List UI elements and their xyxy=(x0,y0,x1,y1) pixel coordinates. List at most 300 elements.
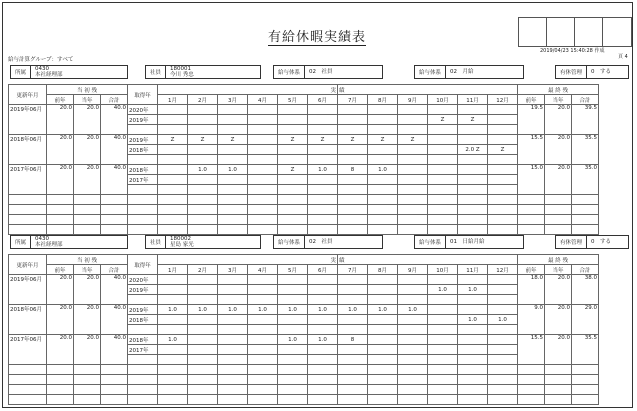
employee-box xyxy=(145,65,261,79)
month-cell xyxy=(278,105,308,115)
month-cell xyxy=(248,275,278,285)
renew-cell: 2019年06月 xyxy=(9,105,47,135)
month-cell xyxy=(488,325,518,335)
pay-type-value: 02 社員 xyxy=(309,239,333,245)
month-cell xyxy=(278,155,308,165)
rem-curr-header: 当年 xyxy=(545,265,572,275)
month-cell xyxy=(218,185,248,195)
month-cell xyxy=(248,145,278,155)
leave-record-table xyxy=(8,84,599,235)
month-cell xyxy=(338,295,368,305)
month-cell xyxy=(428,315,458,325)
month-cell xyxy=(188,335,218,345)
month-cell xyxy=(218,155,248,165)
month-cell xyxy=(158,345,188,355)
month-cell: Z xyxy=(398,135,428,145)
employee-info-bar xyxy=(0,235,637,255)
month-cell xyxy=(338,315,368,325)
month-cell: Z xyxy=(278,165,308,175)
month-cell xyxy=(308,275,338,285)
grant-curr-cell: 20.0 xyxy=(74,305,101,335)
month-header: 5月 xyxy=(278,265,308,275)
month-cell xyxy=(368,275,398,285)
remain-curr-cell: 20.0 xyxy=(545,135,572,165)
year-cell xyxy=(128,325,158,335)
month-cell xyxy=(158,295,188,305)
grant-total-cell: 40.0 xyxy=(101,105,128,135)
month-cell xyxy=(218,295,248,305)
prev-header: 前年 xyxy=(47,95,74,105)
month-cell: 2.0 Z xyxy=(458,145,488,155)
month-cell: 1.0 xyxy=(188,165,218,175)
leave-record-table xyxy=(8,254,599,405)
empty-row xyxy=(9,215,599,225)
month-cell: 1.0 xyxy=(368,305,398,315)
empty-row xyxy=(9,205,599,215)
grant-prev-cell: 20.0 xyxy=(47,335,74,365)
month-cell xyxy=(428,325,458,335)
leave-mgmt-box xyxy=(555,65,629,79)
year-cell: 2019年 xyxy=(128,305,158,315)
month-cell xyxy=(278,355,308,365)
remain-header: 最 終 残 xyxy=(518,255,599,265)
month-header: 9月 xyxy=(398,95,428,105)
remain-curr-cell: 20.0 xyxy=(545,105,572,135)
table-header-row xyxy=(9,255,599,265)
month-cell: 8 xyxy=(338,165,368,175)
month-header: 6月 xyxy=(308,95,338,105)
empty-row xyxy=(9,365,599,375)
month-cell xyxy=(488,185,518,195)
month-cell xyxy=(368,105,398,115)
month-cell: Z xyxy=(428,115,458,125)
year-cell xyxy=(128,125,158,135)
month-cell xyxy=(458,355,488,365)
remain-curr-cell: 20.0 xyxy=(545,335,572,365)
month-cell xyxy=(428,345,458,355)
month-cell xyxy=(218,335,248,345)
empty-row xyxy=(9,195,599,205)
year-cell: 2017年 xyxy=(128,175,158,185)
month-cell xyxy=(338,105,368,115)
month-header: 10月 xyxy=(428,265,458,275)
stamp-box xyxy=(603,18,631,46)
month-cell xyxy=(368,115,398,125)
month-cell xyxy=(278,185,308,195)
month-cell: 1.0 xyxy=(428,285,458,295)
month-cell xyxy=(458,335,488,345)
month-cell xyxy=(248,335,278,345)
month-cell: 1.0 xyxy=(308,305,338,315)
grant-prev-cell: 20.0 xyxy=(47,105,74,135)
year-cell: 2018年 xyxy=(128,335,158,345)
table-row xyxy=(9,275,599,285)
month-cell xyxy=(278,125,308,135)
year-cell: 2020年 xyxy=(128,275,158,285)
month-cell xyxy=(308,285,338,295)
month-cell: Z xyxy=(158,135,188,145)
month-cell xyxy=(368,315,398,325)
emp-code: 180001 xyxy=(170,66,192,72)
pay-system-value: 02 月給 xyxy=(450,69,474,75)
grant-total-cell: 40.0 xyxy=(101,305,128,335)
month-cell xyxy=(338,285,368,295)
year-cell: 2019年 xyxy=(128,115,158,125)
employee-info-bar xyxy=(0,65,637,85)
month-cell xyxy=(368,335,398,345)
grant-curr-cell: 20.0 xyxy=(74,165,101,195)
month-cell xyxy=(488,295,518,305)
month-cell xyxy=(488,305,518,315)
month-cell xyxy=(398,175,428,185)
grant-total-cell: 40.0 xyxy=(101,135,128,165)
month-cell xyxy=(368,145,398,155)
month-cell xyxy=(158,165,188,175)
month-cell xyxy=(338,155,368,165)
month-cell xyxy=(248,355,278,365)
dept-name: 本社経理部 xyxy=(35,242,63,248)
grant-curr-cell: 20.0 xyxy=(74,335,101,365)
month-cell: 1.0 xyxy=(338,305,368,315)
pay-system-label: 給与体系 xyxy=(415,66,446,78)
month-cell xyxy=(248,345,278,355)
month-cell xyxy=(308,355,338,365)
month-cell: Z xyxy=(458,115,488,125)
month-cell xyxy=(188,115,218,125)
month-cell: Z xyxy=(338,135,368,145)
month-cell xyxy=(158,175,188,185)
month-cell xyxy=(248,325,278,335)
month-cell xyxy=(368,295,398,305)
month-cell xyxy=(278,285,308,295)
month-cell xyxy=(188,295,218,305)
year-cell xyxy=(128,355,158,365)
month-cell xyxy=(398,145,428,155)
month-cell xyxy=(428,155,458,165)
month-cell xyxy=(278,345,308,355)
month-cell xyxy=(248,115,278,125)
month-cell xyxy=(458,305,488,315)
month-cell xyxy=(458,345,488,355)
remain-total-cell: 35.5 xyxy=(572,135,599,165)
month-cell xyxy=(158,115,188,125)
year-cell: 2018年 xyxy=(128,165,158,175)
remain-prev-cell: 18.0 xyxy=(518,275,545,305)
month-header: 11月 xyxy=(458,95,488,105)
month-cell: Z xyxy=(218,135,248,145)
month-header: 12月 xyxy=(488,265,518,275)
prev-header: 前年 xyxy=(47,265,74,275)
month-cell xyxy=(368,155,398,165)
month-cell xyxy=(278,325,308,335)
month-cell xyxy=(308,295,338,305)
month-cell xyxy=(308,125,338,135)
month-cell xyxy=(398,315,428,325)
month-cell xyxy=(308,175,338,185)
grant-curr-cell: 20.0 xyxy=(74,105,101,135)
month-cell xyxy=(218,345,248,355)
month-cell xyxy=(458,135,488,145)
stamp-box xyxy=(575,18,603,46)
dept-label: 所属 xyxy=(11,66,31,78)
month-header: 4月 xyxy=(248,95,278,105)
month-cell xyxy=(248,125,278,135)
month-cell xyxy=(278,115,308,125)
actual-header-2: 績 xyxy=(338,255,518,265)
month-cell xyxy=(368,125,398,135)
month-cell xyxy=(248,135,278,145)
month-cell xyxy=(308,105,338,115)
month-cell xyxy=(308,185,338,195)
month-cell xyxy=(338,345,368,355)
year-cell xyxy=(128,295,158,305)
month-cell xyxy=(488,105,518,115)
month-cell: 1.0 xyxy=(218,305,248,315)
month-cell xyxy=(248,155,278,165)
leave-mgmt-value: 0 する xyxy=(591,69,612,75)
acq-year-header: 取得年 xyxy=(128,255,158,275)
month-cell xyxy=(398,335,428,345)
print-label: 作成 xyxy=(594,48,605,54)
month-header: 10月 xyxy=(428,95,458,105)
pay-system-label: 給与体系 xyxy=(415,236,446,248)
remain-header: 最 終 残 xyxy=(518,85,599,95)
month-cell: Z xyxy=(308,135,338,145)
remain-prev-cell: 19.5 xyxy=(518,105,545,135)
pay-system-box xyxy=(414,65,524,79)
month-cell xyxy=(188,325,218,335)
month-cell xyxy=(188,175,218,185)
emp-name: 今川 秀忠 xyxy=(170,72,194,78)
month-header: 11月 xyxy=(458,265,488,275)
month-cell xyxy=(428,275,458,285)
month-cell xyxy=(308,115,338,125)
month-cell xyxy=(428,125,458,135)
month-cell xyxy=(278,315,308,325)
stamp-box xyxy=(519,18,547,46)
month-cell xyxy=(338,325,368,335)
month-cell xyxy=(338,125,368,135)
grant-prev-cell: 20.0 xyxy=(47,135,74,165)
month-header: 3月 xyxy=(218,265,248,275)
month-cell xyxy=(278,275,308,285)
month-cell: 1.0 xyxy=(188,305,218,315)
remain-prev-cell: 15.5 xyxy=(518,135,545,165)
pay-type-box xyxy=(273,65,383,79)
year-cell: 2018年 xyxy=(128,145,158,155)
month-cell xyxy=(308,325,338,335)
month-cell xyxy=(278,295,308,305)
month-cell xyxy=(308,155,338,165)
month-header: 7月 xyxy=(338,265,368,275)
month-cell xyxy=(458,185,488,195)
month-cell xyxy=(338,145,368,155)
rem-total-header: 合計 xyxy=(572,265,599,275)
total-header: 合計 xyxy=(101,95,128,105)
month-cell xyxy=(188,125,218,135)
month-cell xyxy=(188,355,218,365)
actual-header: 実 xyxy=(158,85,338,95)
total-header: 合計 xyxy=(101,265,128,275)
leave-mgmt-label: 有休管理 xyxy=(556,236,587,248)
month-cell xyxy=(248,105,278,115)
grant-total-cell: 40.0 xyxy=(101,165,128,195)
rem-curr-header: 当年 xyxy=(545,95,572,105)
month-header: 8月 xyxy=(368,95,398,105)
grant-total-cell: 40.0 xyxy=(101,335,128,365)
leave-mgmt-value: 0 する xyxy=(591,239,612,245)
month-cell xyxy=(488,355,518,365)
group-filter-label: 給与計算グループ：すべて xyxy=(8,57,74,63)
month-cell xyxy=(158,275,188,285)
approval-stamp-boxes xyxy=(518,17,632,47)
table-row xyxy=(9,305,599,315)
month-header: 5月 xyxy=(278,95,308,105)
rem-prev-header: 前年 xyxy=(518,265,545,275)
month-cell: 1.0 xyxy=(308,335,338,345)
table-row xyxy=(9,165,599,175)
year-cell xyxy=(128,155,158,165)
month-cell xyxy=(458,155,488,165)
curr-header: 当年 xyxy=(74,265,101,275)
year-cell: 2019年 xyxy=(128,285,158,295)
month-header: 8月 xyxy=(368,265,398,275)
remain-curr-cell: 20.0 xyxy=(545,275,572,305)
month-cell xyxy=(158,145,188,155)
month-cell xyxy=(428,165,458,175)
renew-cell: 2018年06月 xyxy=(9,305,47,335)
dept-box xyxy=(10,235,128,249)
month-cell xyxy=(398,285,428,295)
month-cell xyxy=(488,165,518,175)
emp-code: 180002 xyxy=(170,236,192,242)
remain-curr-cell: 20.0 xyxy=(545,165,572,195)
month-cell xyxy=(218,105,248,115)
month-cell xyxy=(308,345,338,355)
leave-mgmt-box xyxy=(555,235,629,249)
month-cell xyxy=(398,155,428,165)
month-cell xyxy=(398,295,428,305)
month-cell xyxy=(218,285,248,295)
month-cell xyxy=(488,345,518,355)
month-cell xyxy=(188,105,218,115)
month-cell xyxy=(338,355,368,365)
renew-header: 更新年月 xyxy=(9,255,47,275)
month-cell xyxy=(428,355,458,365)
month-cell xyxy=(488,115,518,125)
rem-prev-header: 前年 xyxy=(518,95,545,105)
month-header: 6月 xyxy=(308,265,338,275)
month-cell: 1.0 xyxy=(488,315,518,325)
month-cell xyxy=(278,175,308,185)
month-cell xyxy=(338,185,368,195)
month-cell xyxy=(428,185,458,195)
month-cell xyxy=(488,335,518,345)
month-header: 9月 xyxy=(398,265,428,275)
month-cell xyxy=(158,125,188,135)
renew-cell: 2018年06月 xyxy=(9,135,47,165)
emp-label: 社員 xyxy=(146,236,166,248)
month-cell: 1.0 xyxy=(248,305,278,315)
empty-row xyxy=(9,375,599,385)
grant-prev-cell: 20.0 xyxy=(47,305,74,335)
month-cell xyxy=(158,355,188,365)
month-cell xyxy=(248,315,278,325)
month-cell xyxy=(218,145,248,155)
month-cell: Z xyxy=(188,135,218,145)
month-cell xyxy=(398,125,428,135)
month-cell xyxy=(398,165,428,175)
month-cell xyxy=(398,275,428,285)
remain-total-cell: 35.0 xyxy=(572,165,599,195)
month-cell xyxy=(458,105,488,115)
month-cell xyxy=(188,185,218,195)
acq-year-header: 取得年 xyxy=(128,85,158,105)
remain-curr-cell: 20.0 xyxy=(545,305,572,335)
month-header: 12月 xyxy=(488,95,518,105)
pay-type-box xyxy=(273,235,383,249)
actual-header-2: 績 xyxy=(338,85,518,95)
pay-type-label: 給与体系 xyxy=(274,236,305,248)
month-cell xyxy=(158,325,188,335)
month-cell xyxy=(368,325,398,335)
month-cell xyxy=(248,165,278,175)
table-subheader-row xyxy=(9,265,599,275)
month-cell xyxy=(338,275,368,285)
month-cell xyxy=(218,355,248,365)
remain-total-cell: 29.0 xyxy=(572,305,599,335)
month-header: 1月 xyxy=(158,95,188,105)
month-cell xyxy=(398,105,428,115)
month-cell xyxy=(248,175,278,185)
month-cell xyxy=(488,275,518,285)
month-cell xyxy=(188,285,218,295)
actual-header: 実 xyxy=(158,255,338,265)
grant-prev-cell: 20.0 xyxy=(47,275,74,305)
stamp-box xyxy=(547,18,575,46)
empty-row xyxy=(9,395,599,405)
month-cell xyxy=(428,175,458,185)
month-cell xyxy=(398,115,428,125)
month-cell xyxy=(248,185,278,195)
month-cell xyxy=(158,105,188,115)
month-header: 3月 xyxy=(218,95,248,105)
empty-row xyxy=(9,225,599,235)
month-cell xyxy=(308,145,338,155)
month-cell xyxy=(248,285,278,295)
month-cell: 1.0 xyxy=(398,305,428,315)
month-cell xyxy=(398,345,428,355)
month-cell xyxy=(188,345,218,355)
year-cell: 2018年 xyxy=(128,315,158,325)
month-cell xyxy=(488,285,518,295)
month-cell xyxy=(218,275,248,285)
month-cell xyxy=(278,145,308,155)
month-cell xyxy=(368,355,398,365)
month-cell: 1.0 xyxy=(158,335,188,345)
month-cell xyxy=(218,325,248,335)
emp-name: 星島 家光 xyxy=(170,242,194,248)
month-cell xyxy=(368,175,398,185)
grant-curr-cell: 20.0 xyxy=(74,275,101,305)
month-cell xyxy=(158,155,188,165)
pay-type-value: 02 社員 xyxy=(309,69,333,75)
dept-code: 0430 xyxy=(35,236,50,242)
month-cell xyxy=(188,275,218,285)
dept-name: 本社経理部 xyxy=(35,72,63,78)
pay-system-box xyxy=(414,235,524,249)
month-cell xyxy=(398,355,428,365)
